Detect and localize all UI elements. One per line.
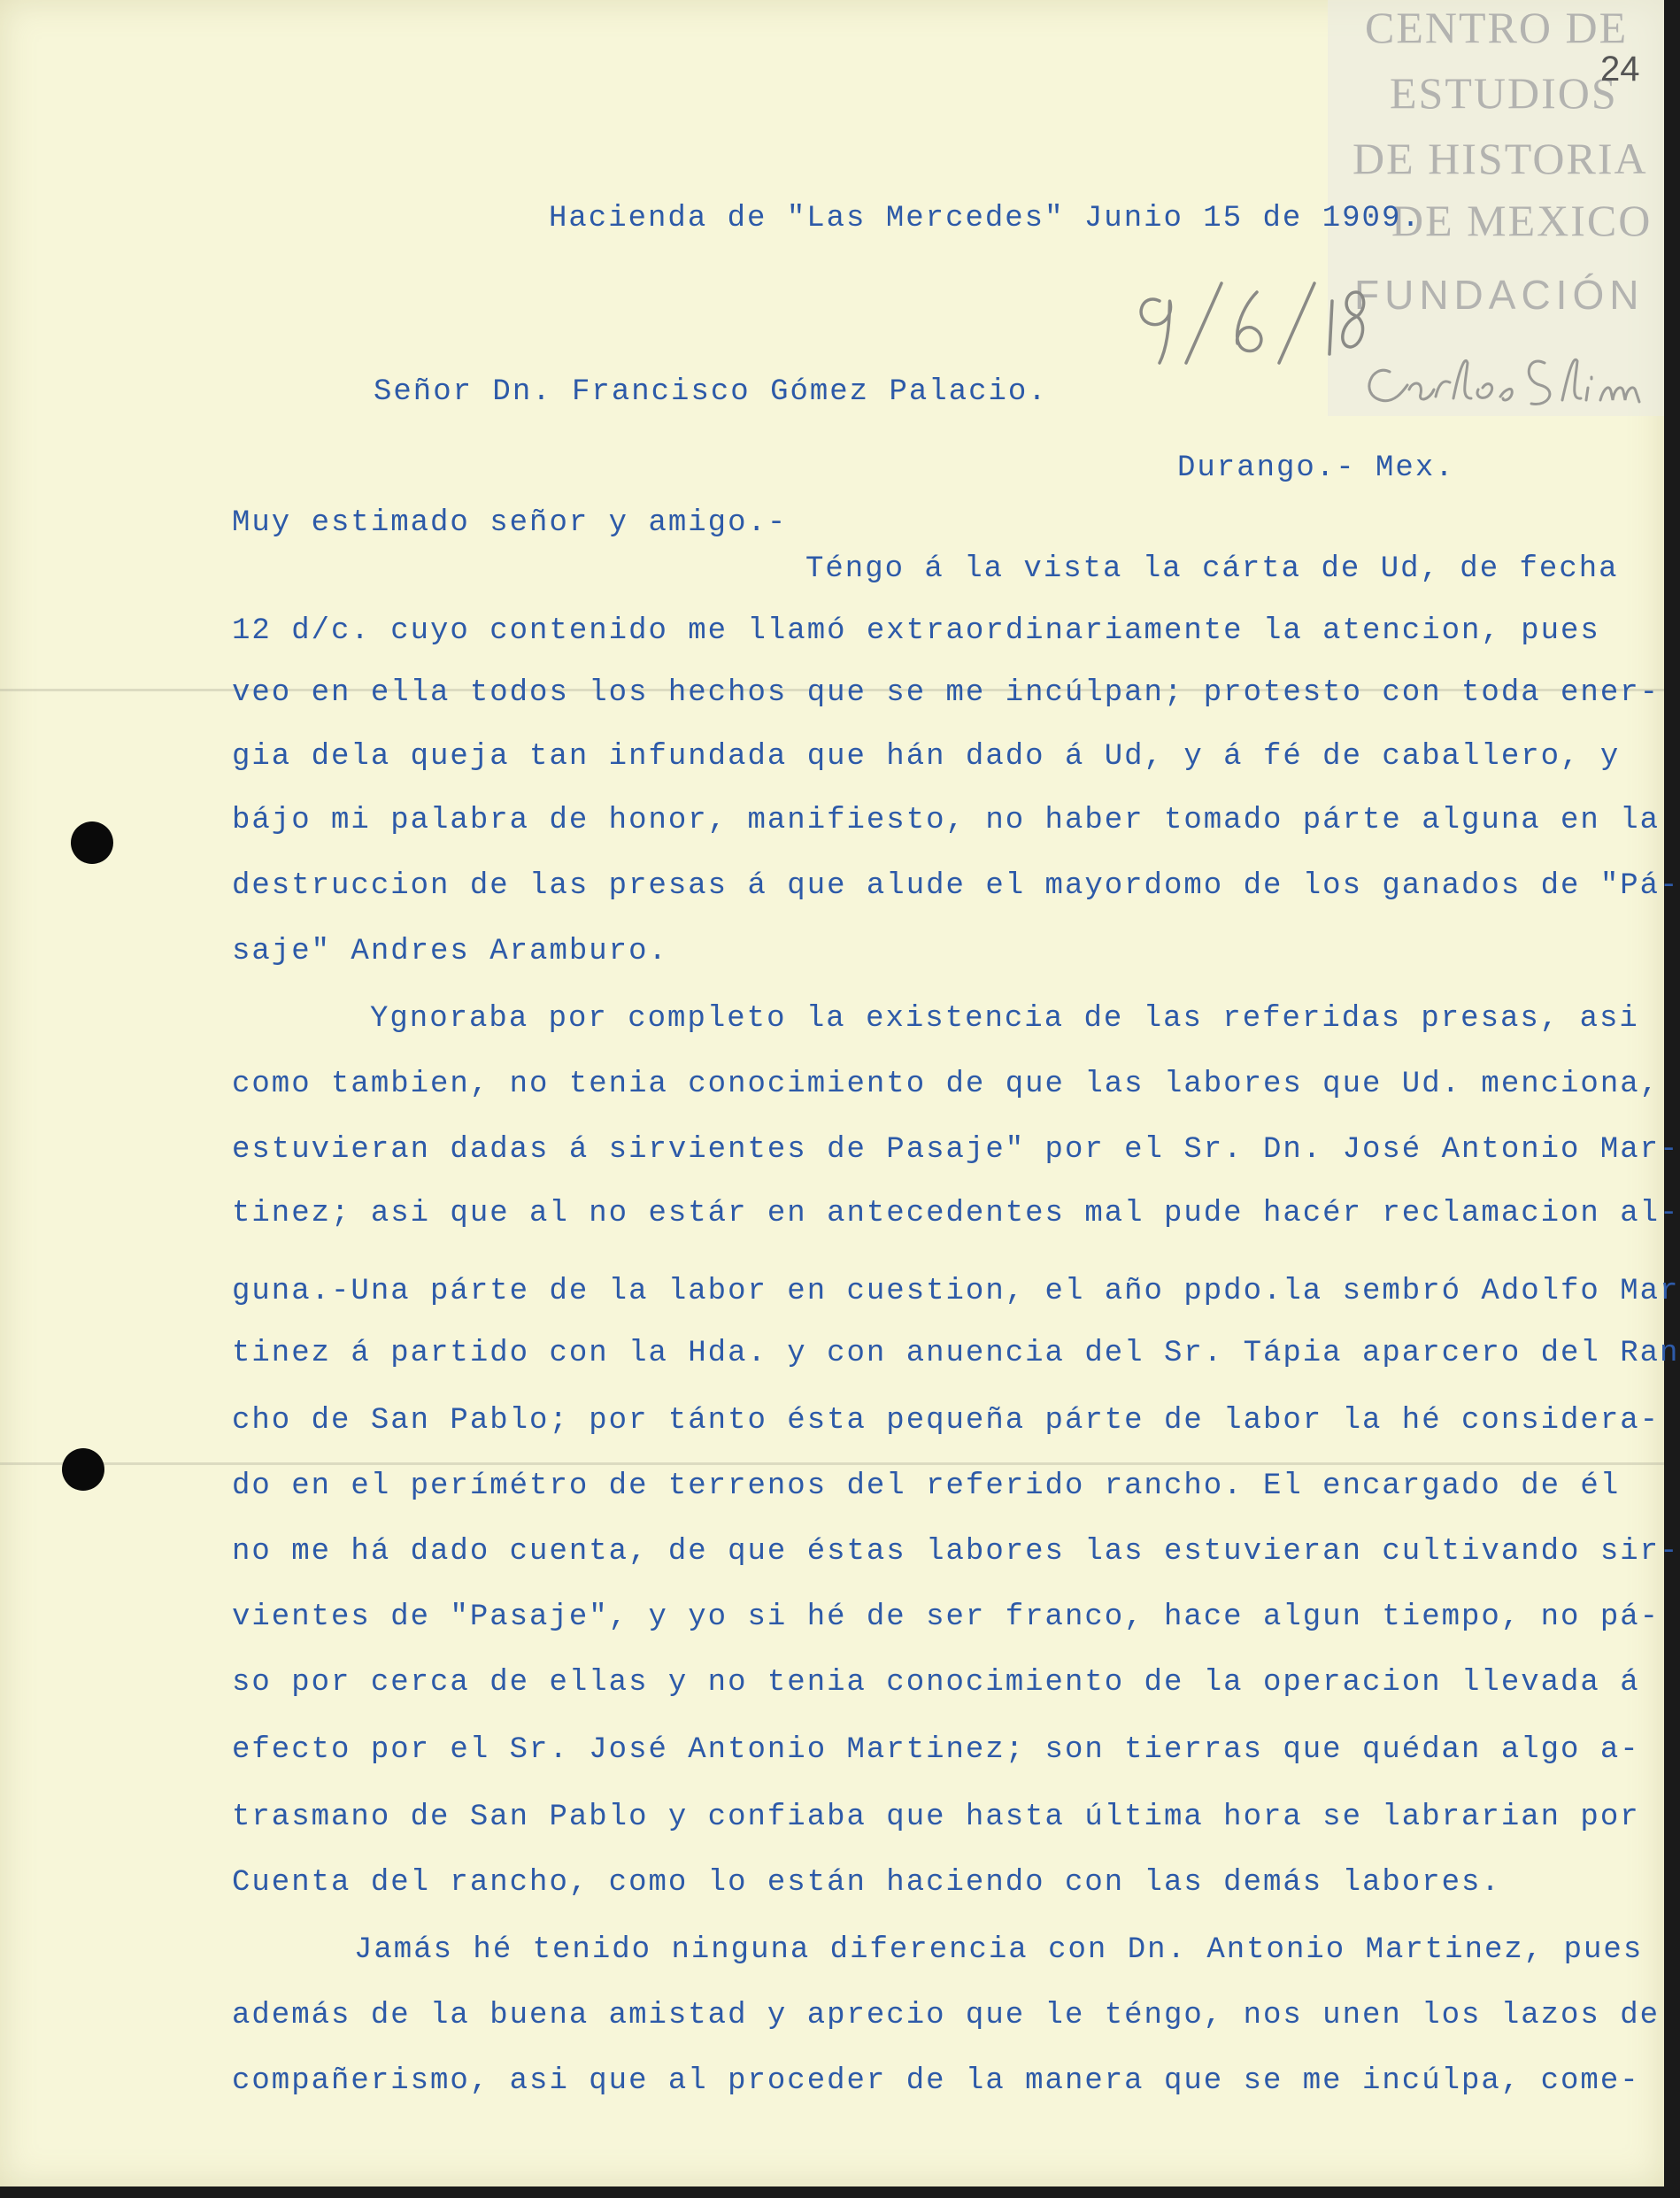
body-line: destruccion de las presas á que alude el mayordomo de los ganados de "Pá- xyxy=(232,869,1680,903)
body-line: so por cerca de ellas y no tenia conocimiento de la operacion llevada á xyxy=(232,1666,1640,1700)
body-line: cho de San Pablo; por tánto ésta pequeña párte de labor la hé considera- xyxy=(232,1404,1661,1438)
body-line: como tambien, no tenia conocimiento de que las labores que Ud. menciona, xyxy=(232,1068,1661,1101)
body-line: además de la buena amistad y aprecio que le téngo, nos unen los lazos de xyxy=(232,1999,1661,2032)
body-line: tinez á partido con la Hda. y con anuencia del Sr. Tápia aparcero del Ran xyxy=(232,1337,1680,1370)
body-line: 12 d/c. cuyo contenido me llamó extraordinariamente la atencion, pues xyxy=(232,614,1600,648)
body-line: Téngo á la vista la cárta de Ud, de fecha xyxy=(805,552,1619,586)
body-line: do en el perímétro de terrenos del referido rancho. El encargado de él xyxy=(232,1469,1621,1503)
stamp-line: ESTUDIOS xyxy=(1390,68,1618,118)
body-line: tinez; asi que al no estár en antecedentes mal pude hacér reclamacion al- xyxy=(232,1197,1680,1230)
body-line: gia dela queja tan infundada que hán dado á Ud, y á fé de caballero, y xyxy=(232,740,1621,774)
punch-hole xyxy=(62,1448,104,1491)
body-line: guna.-Una párte de la labor en cuestion, el año ppdo.la sembró Adolfo Mar xyxy=(232,1275,1680,1308)
punch-hole xyxy=(71,821,113,864)
stamp-line: CENTRO DE xyxy=(1365,3,1629,52)
body-line: bájo mi palabra de honor, manifiesto, no haber tomado párte alguna en la xyxy=(232,804,1661,837)
fold-line xyxy=(0,1462,1664,1465)
body-line: efecto por el Sr. José Antonio Martinez; son tierras que quédan algo a- xyxy=(232,1733,1640,1767)
stamp-line: FUNDACIÓN xyxy=(1354,272,1645,318)
salutation: Muy estimado señor y amigo.- xyxy=(232,506,788,540)
body-line: veo en ella todos los hechos que se me incúlpan; protesto con toda ener- xyxy=(232,676,1661,710)
body-line: trasmano de San Pablo y confiaba que hasta última hora se labrarian por xyxy=(232,1801,1640,1834)
body-line: compañerismo, asi que al proceder de la manera que se me incúlpa, come- xyxy=(232,2064,1640,2098)
body-line: Cuenta del rancho, como lo están haciendo con las demás labores. xyxy=(232,1866,1501,1900)
city: Durango.- Mex. xyxy=(1177,451,1455,485)
handwritten-note xyxy=(1124,266,1390,381)
body-line: no me há dado cuenta, de que éstas labores las estuvieran cultivando sir- xyxy=(232,1535,1680,1569)
stamp-line: DE HISTORIA xyxy=(1352,134,1648,183)
recipient: Señor Dn. Francisco Gómez Palacio. xyxy=(374,375,1048,409)
body-line: Jamás hé tenido ninguna diferencia con Dn. Antonio Martinez, pues xyxy=(354,1933,1644,1967)
body-line: vientes de "Pasaje", y yo si hé de ser franco, hace algun tiempo, no pá- xyxy=(232,1600,1661,1634)
body-line: Ygnoraba por completo la existencia de las referidas presas, asi xyxy=(370,1002,1639,1036)
place-date: Hacienda de "Las Mercedes" Junio 15 de 1909. xyxy=(549,202,1422,235)
stamp-line: DE MEXICO xyxy=(1391,196,1653,245)
page-number: 24 xyxy=(1600,50,1640,89)
body-line: saje" Andres Aramburo. xyxy=(232,935,668,968)
body-line: estuvieran dadas á sirvientes de Pasaje" por el Sr. Dn. José Antonio Mar- xyxy=(232,1133,1680,1167)
signature-image xyxy=(1354,345,1655,416)
